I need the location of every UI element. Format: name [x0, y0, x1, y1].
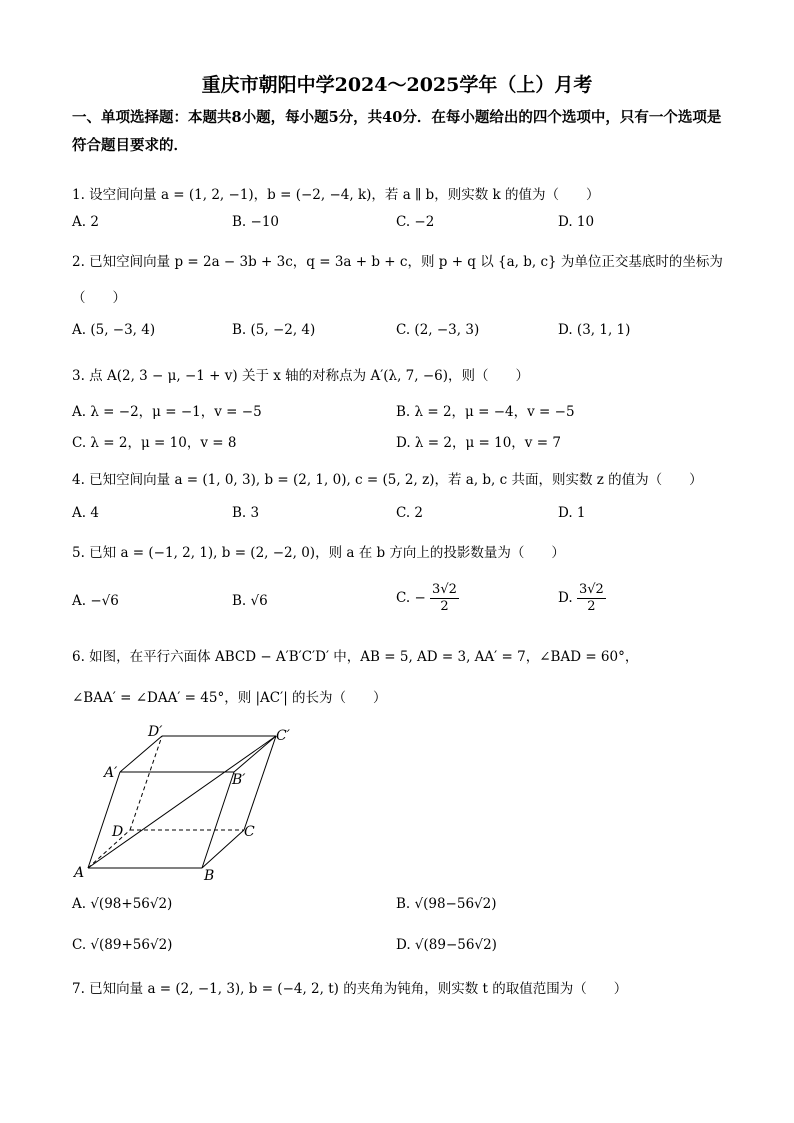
q2-option-b: B. (5, −2, 4)	[232, 322, 316, 338]
q6-option-c: C. √(89+56√2)	[72, 937, 173, 953]
q5-option-c-minus: −	[414, 590, 426, 606]
q4-option-a: A. 4	[72, 505, 99, 521]
question-2-stem-line2: （ ）	[72, 290, 126, 306]
label-b-prime: B′	[232, 772, 246, 788]
label-a: A	[74, 865, 85, 881]
q3-option-d: D. λ = 2，μ = 10，v = 7	[396, 435, 561, 451]
q5-option-b: B. √6	[232, 593, 268, 609]
q6-option-d: D. √(89−56√2)	[396, 937, 497, 953]
label-c: C	[244, 824, 255, 840]
q5-option-d-fraction	[577, 582, 606, 615]
question-7-stem: 7. 已知向量 a = (2, −1, 3), b = (−4, 2, t) 的夹角为钝角，则实数 t 的取值范围为（ ）	[72, 981, 628, 997]
q4-option-c: C. 2	[396, 505, 424, 521]
label-b: B	[204, 868, 215, 882]
parallelepiped-figure	[72, 722, 302, 882]
fraction-denominator: 2	[440, 599, 449, 614]
q5-option-d-letter: D.	[558, 590, 573, 606]
q1-option-a: A. 2	[72, 214, 99, 230]
question-1-stem: 1. 设空间向量 a = (1, 2, −1)，b = (−2, −4, k)，若 a ∥ b，则实数 k 的值为（ ）	[72, 187, 600, 203]
q4-option-d: D. 1	[558, 505, 586, 521]
question-4-stem: 4. 已知空间向量 a = (1, 0, 3), b = (2, 1, 0), c = (5, 2, z)，若 a, b, c 共面，则实数 z 的值为（ ）	[72, 472, 703, 488]
question-3-stem: 3. 点 A(2, 3 − μ, −1 + v) 关于 x 轴的对称点为 A′(λ, 7, −6)，则（ ）	[72, 368, 530, 384]
fraction-numerator: 3√2	[432, 582, 457, 597]
diagonal-ac1	[88, 736, 276, 868]
q3-option-a: A. λ = −2，μ = −1，v = −5	[72, 404, 262, 420]
label-d: D	[112, 824, 124, 840]
q2-option-d: D. (3, 1, 1)	[558, 322, 631, 338]
section-heading: 一、单项选择题：本题共8小题，每小题5分，共40分．在每小题给出的四个选项中，只有一个选项是符合题目要求的．	[72, 109, 722, 154]
q3-option-b: B. λ = 2，μ = −4，v = −5	[396, 404, 575, 420]
question-2-stem-line1: 2. 已知空间向量 p = 2a − 3b + 3c，q = 3a + b + c，则 p + q 以 {a, b, c} 为单位正交基底时的坐标为	[72, 254, 723, 270]
q5-option-c-letter: C.	[396, 590, 411, 606]
page-title: 重庆市朝阳中学2024～2025学年（上）月考	[201, 74, 593, 96]
q5-option-d	[558, 582, 606, 615]
q2-option-c: C. (2, −3, 3)	[396, 322, 480, 338]
q3-option-c: C. λ = 2，μ = 10，v = 8	[72, 435, 237, 451]
label-c-prime: C′	[276, 728, 290, 744]
question-6-stem-line1: 6. 如图，在平行六面体 ABCD − A′B′C′D′ 中，AB = 5, AD = 3, AA′ = 7，∠BAD = 60°，	[72, 649, 639, 665]
question-5-stem: 5. 已知 a = (−1, 2, 1), b = (2, −2, 0)，则 a 在 b 方向上的投影数量为（ ）	[72, 545, 565, 561]
q6-option-b: B. √(98−56√2)	[396, 896, 497, 912]
q1-option-d: D. 10	[558, 214, 595, 230]
fraction-numerator: 3√2	[578, 582, 604, 597]
question-6-stem-line2: ∠BAA′ = ∠DAA′ = 45°，则 |AC′| 的长为（ ）	[72, 690, 387, 706]
label-d-prime: D′	[148, 724, 163, 740]
q5-option-a: A. −√6	[72, 593, 119, 609]
q5-option-c-fraction	[430, 582, 459, 615]
q5-option-c	[396, 582, 459, 615]
label-a-prime: A′	[104, 765, 118, 781]
q1-option-c: C. −2	[396, 214, 435, 230]
q2-option-a: A. (5, −3, 4)	[72, 322, 156, 338]
q4-option-b: B. 3	[232, 505, 260, 521]
q6-option-a: A. √(98+56√2)	[72, 896, 173, 912]
q1-option-b: B. −10	[232, 214, 279, 230]
fraction-denominator: 2	[587, 599, 596, 614]
